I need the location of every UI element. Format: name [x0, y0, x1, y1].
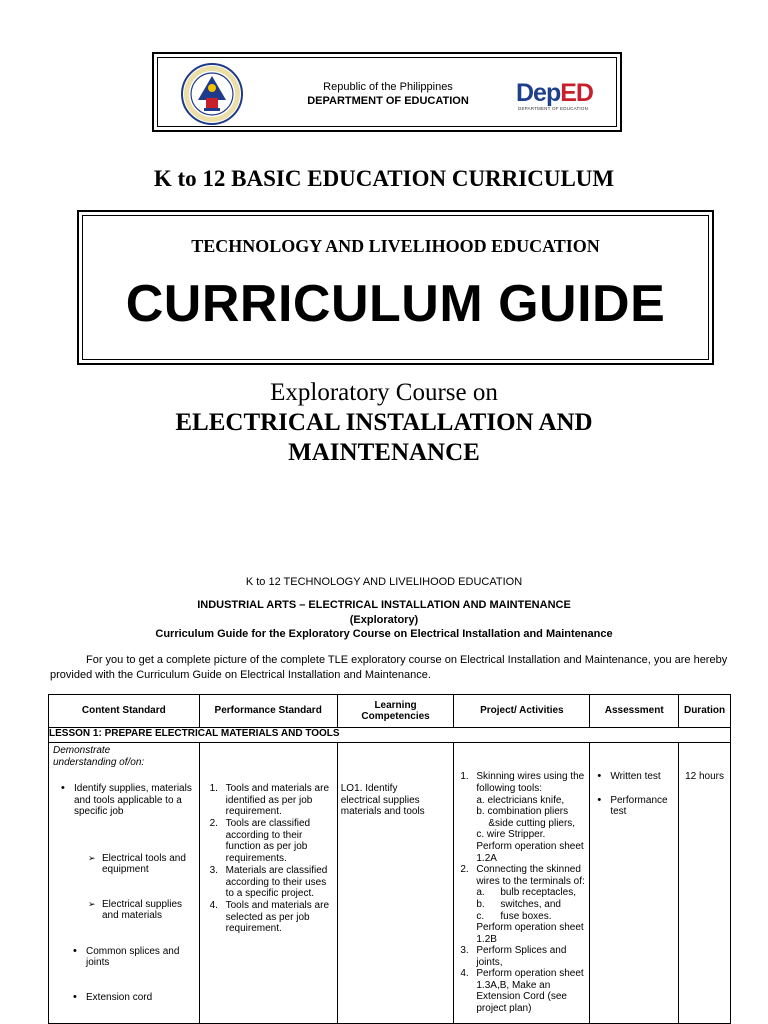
list-item: ➢ Electrical tools and equipment	[102, 853, 194, 876]
activity-4: Perform operation sheet 1.3A,B, Make an Extension Cord (see project plan)	[476, 968, 584, 1014]
list-item: 1. Skinning wires using the following tools:	[460, 771, 585, 794]
activity-1: Skinning wires using the following tools:	[476, 771, 585, 794]
list-item: ➢ Electrical supplies and materials	[102, 899, 194, 922]
header-content-standard: Content Standard	[49, 695, 200, 728]
curriculum-guide-title: CURRICULUM GUIDE	[125, 275, 666, 333]
subheader-line-1: K to 12 TECHNOLOGY AND LIVELIHOOD EDUCATION	[245, 576, 523, 588]
duration-value: 12 hours	[685, 771, 725, 782]
list-item: 2. Tools are classified according to their function as per job requirements.	[209, 818, 311, 864]
curriculum-table	[48, 694, 731, 1024]
list-item: • Identify supplies, materials and tools applicable to a specific job	[74, 783, 192, 818]
activity-1b: b. combination pliers	[476, 806, 569, 817]
course-line-3: MAINTENANCE	[288, 439, 480, 466]
list-item: 4. Perform operation sheet 1.3A,B, Make an Extension Cord (see project plan)	[460, 968, 584, 1014]
duration-cell	[679, 743, 731, 1024]
activity-2a: bulb receptacles,	[500, 887, 576, 898]
activity-3: Perform Splices and joints,	[476, 945, 567, 968]
project-activities-cell: 1. Skinning wires using the following tools: a. electricians knife, b. combination pliers &side cutting pliers, c. wire Stripper. Perform operation sheet 1.2A 2. Connecting the skinned wires to the terminals of: a. bulb receptacles, b. switches, and c. fuse boxes. Perform operation sheet 1.2B 3. Perform Splices and joints, 4. Perform operation sheet 1.3A,B, Make an Extension Cord (see project plan)	[454, 743, 590, 1024]
performance-standard-cell	[199, 743, 337, 1024]
table-header-row	[49, 695, 731, 728]
subheader-line-2: INDUSTRIAL ARTS – ELECTRICAL INSTALLATION AND MAINTENANCE	[197, 599, 571, 611]
republic-label: Republic of the Philippines	[323, 81, 453, 93]
content-intro: Demonstrate understanding of/on:	[53, 745, 145, 768]
list-item: 4. Tools and materials are selected as per job requirement.	[209, 900, 330, 934]
assessment-item-1: • Written test	[610, 771, 676, 783]
course-line-2: ELECTRICAL INSTALLATION AND	[175, 409, 593, 436]
list-item: • Common splices and joints	[86, 946, 192, 969]
activity-1b2: &side cutting pliers,	[488, 818, 576, 829]
performance-item-4: Tools and materials are selected as per job requirement.	[225, 900, 330, 934]
assessment-cell	[590, 743, 679, 1024]
list-item: • Extension cord	[86, 992, 192, 1004]
list-item: 3. Materials are classified according to their uses to a specific project.	[209, 865, 328, 899]
assessment-item-2: • Performance test	[610, 795, 676, 818]
activity-1c: c. wire Stripper.	[476, 829, 546, 840]
list-item: 1. Tools and materials are identified as per job requirement.	[209, 783, 330, 817]
learning-competencies-cell	[337, 743, 454, 1024]
header-banner-inner	[157, 57, 617, 127]
logo-subtitle: DEPARTMENT OF EDUCATION	[518, 106, 589, 111]
header-project-activities: Project/ Activities	[454, 695, 590, 728]
content-standard-cell	[49, 743, 200, 1024]
table-row	[49, 743, 731, 1024]
performance-item-2: Tools are classified according to their function as per job requirements.	[225, 818, 311, 864]
performance-item-1: Tools and materials are identified as per job requirement.	[225, 783, 330, 817]
activity-2: Connecting the skinned wires to the terminals of:	[476, 864, 585, 887]
intro-paragraph: For you to get a complete picture of the complete TLE exploratory course on Electrical Installation and Maintenance, you are hereby provided with the Curriculum Guide on Electrical Installation and Maintenance.	[50, 654, 728, 681]
header-performance-standard: Performance Standard	[199, 695, 337, 728]
curriculum-guide-box-inner	[82, 215, 709, 360]
curriculum-guide-box	[77, 210, 714, 365]
list-item: 2. Connecting the skinned wires to the terminals of:	[460, 864, 585, 887]
activity-1d: Perform operation sheet 1.2A	[476, 841, 584, 864]
k12-title: K to 12 BASIC EDUCATION CURRICULUM	[153, 166, 615, 191]
header-assessment: Assessment	[590, 695, 679, 728]
header-duration: Duration	[679, 695, 731, 728]
competency-lo1: LO1. Identify electrical supplies materials and tools	[340, 783, 425, 817]
tle-title: TECHNOLOGY AND LIVELIHOOD EDUCATION	[191, 236, 600, 256]
subheader-line-3: (Exploratory)	[349, 614, 419, 626]
lesson-row	[49, 728, 731, 743]
deped-logo	[516, 80, 598, 116]
performance-item-3: Materials are classified according to their uses to a specific project.	[225, 865, 328, 899]
course-title	[0, 378, 768, 468]
deped-seal-icon	[180, 62, 244, 126]
header-learning-competencies: Learning Competencies	[337, 695, 454, 728]
subheader-line-4: Curriculum Guide for the Exploratory Course on Electrical Installation and Maintenance	[155, 628, 613, 640]
activity-2c: fuse boxes.	[500, 911, 552, 922]
activity-2d: Perform operation sheet 1.2B	[476, 922, 584, 945]
lesson-title: LESSON 1: PREPARE ELECTRICAL MATERIALS AND TOOLS	[49, 728, 731, 743]
header-banner	[152, 52, 622, 132]
header-text	[288, 80, 488, 108]
department-label: DEPARTMENT OF EDUCATION	[307, 95, 469, 107]
logo-ed-text: ED	[560, 79, 593, 107]
course-line-1: Exploratory Course on	[270, 379, 498, 406]
list-item: 3. Perform Splices and joints,	[460, 945, 567, 968]
logo-dep-text: Dep	[516, 79, 561, 107]
activity-2b: switches, and	[500, 899, 561, 910]
activity-1a: a. electricians knife,	[476, 795, 565, 806]
